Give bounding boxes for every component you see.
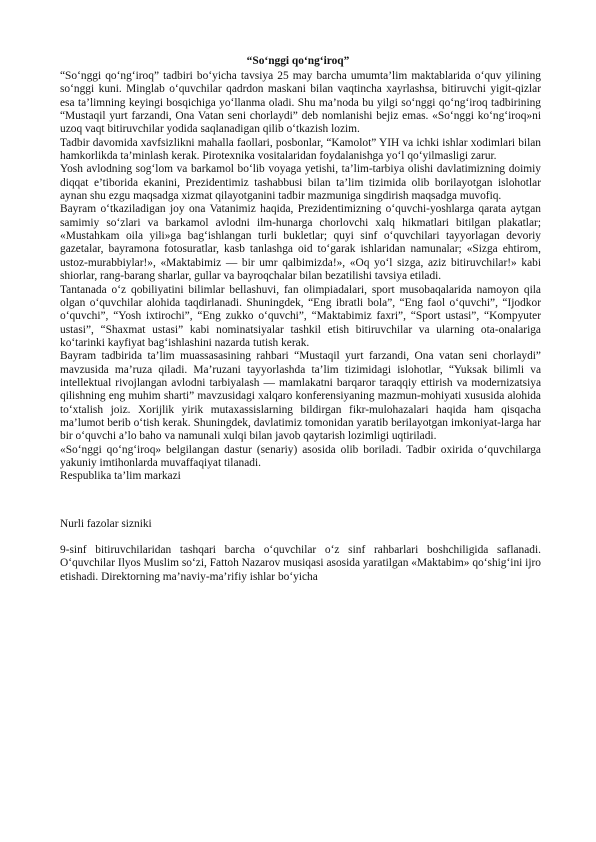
document-title: “So‘nggi qo‘ng‘iroq”	[246, 55, 350, 67]
paragraph-closing: 9-sinf bitiruvchilaridan tashqari barcha o‘quvchilar o‘z sinf rahbarlari boshchiligida saflanadi. O‘quvchilar Ilyos Muslim so‘zi, Fattoh Nazarov musiqasi asosida yaratilgan «Maktabim» qo‘shig‘ini ijro etishadi. Direktorning ma’naviy-ma’rifiy ishlar bo‘yicha	[60, 544, 541, 583]
signature: Respublika ta’lim markazi	[60, 470, 181, 483]
paragraph-speech: Bayram tadbirida ta’lim muassasasining rahbari “Mustaqil yurt farzandi, Ona vatan seni chorlaydi” mavzusida ma’ruza qiladi. Ma’ruzani tayyorlashda ta’lim tizimidagi islohotlar, “Yuksak bilimli va intellektual rivojlangan avlodni tarbiyalash — mamlakatni barqaror taraqqiy ettirish va modernizatsiya qilishning eng muhim sharti” mavzusidagi xalqaro konferensiyaning mazmun-mohiyati xususida alohida to‘xtalish joiz. Xorijlik yirik mutaxassislarning bildirgan fikr-mulohazalari haqida ham qisqacha ma’lumot berib o‘tish kerak. Shuningdek, davlatimiz tomonidan yaratib berilayotgan imkoniyat-larga har bir o‘quvchi a’lo baho va namunali xulqi bilan javob qaytarish lozimligi uqtiriladi.	[60, 350, 541, 443]
paragraph-upbringing: Yosh avlodning sog‘lom va barkamol bo‘lib voyaga yetishi, ta’lim-tarbiya olishi davlatimizning doimiy diqqat e’tiborida ekanini, Prezidentimiz tashabbusi bilan ta’lim tizimida olib borilayotgan islohotlar aynan shu ezgu maqsadga xizmat qilayotganini tadbir mazmuniga singdirish maqsadga muvofiq.	[60, 163, 541, 203]
paragraph-decoration: Bayram o‘tkaziladigan joy ona Vatanimiz haqida, Prezidentimizning o‘quvchi-yoshlarga qarata aytgan samimiy so‘zlari va barkamol avlodni ilm-hunarga chorlovchi xalq hikmatlari bitilgan plakatlar; «Mustahkam oila yili»ga bag‘ishlangan turli bukletlar; quyi sinf o‘quvchilari tayyorlagan devoriy gazetalar, bayramona fotosuratlar, kasb tanlashga oid to‘garak ishlaridan namunalar; «Sizga ehtirom, ustoz-murabbiylar!», «Maktabimiz — bir umr qalbimizda!», «Oq yo‘l sizga, aziz bitiruvchilar!» kabi shiorlar, rang-barang sharlar, gullar va bayroqchalar bilan bezatilishi tavsiya etiladi.	[60, 203, 541, 283]
section-heading: Nurli fazolar sizniki	[60, 517, 152, 530]
paragraph-program: «So‘nggi qo‘ng‘iroq» belgilangan dastur (senariy) asosida olib boriladi. Tadbir oxirida o‘quvchilarga yakuniy imtihonlarda muvaffaqiyat tilanadi.	[60, 443, 541, 469]
paragraph-awards: Tantanada o‘z qobiliyatini bilimlar bellashuvi, fan olimpiadalari, sport musobaqalarida namoyon qila olgan o‘quvchilar alohida taqdirlanadi. Shuningdek, “Eng ibratli bola”, “Eng faol o‘quvchi”, “Ijodkor o‘quvchi”, “Yosh ixtirochi”, “Eng zukko o‘quvchi”, “Maktabimiz faxri”, “Sport ustasi”, “Kompyuter ustasi”, “Shaxmat ustasi” kabi nominatsiyalar tashkil etish bitiruvchilar va ularning ota-onalariga ko‘tarinki kayfiyat bag‘ishlashini nazarda tutish kerak.	[60, 283, 541, 349]
paragraph-gap	[60, 531, 541, 544]
document-body	[60, 70, 541, 584]
paragraph-intro: “So‘nggi qo‘ng‘iroq” tadbiri bo‘yicha tavsiya 25 may barcha umumta’lim maktablarida o‘quv yilining so‘nggi kuni. Minglab o‘quvchilar qadrdon maskani bilan vaqtincha xayrlashsa, bitiruvchi yigit-qizlar esa ta’limning keyingi bosqichiga yo‘llanma oladi. Shu ma’noda bu yilgi so‘nggi qo‘ng‘iroq tadbirining “Mustaqil yurt farzandi, Ona Vatan seni chorlaydi” deb nomlanishi bejiz emas. «So‘nggi ko‘ng‘iroq»ni uzoq vaqt bitiruvchilar yodida saqlanadigan qilib o‘tkazish lozim.	[60, 70, 541, 136]
paragraph-security: Tadbir davomida xavfsizlikni mahalla faollari, posbonlar, “Kamolot” YIH va ichki ishlar xodimlari bilan hamkorlikda ta’minlash kerak. Pirotexnika vositalaridan foydalanishga yo‘l qo‘yilmasligi zarur.	[60, 136, 541, 163]
section-gap	[60, 484, 541, 518]
